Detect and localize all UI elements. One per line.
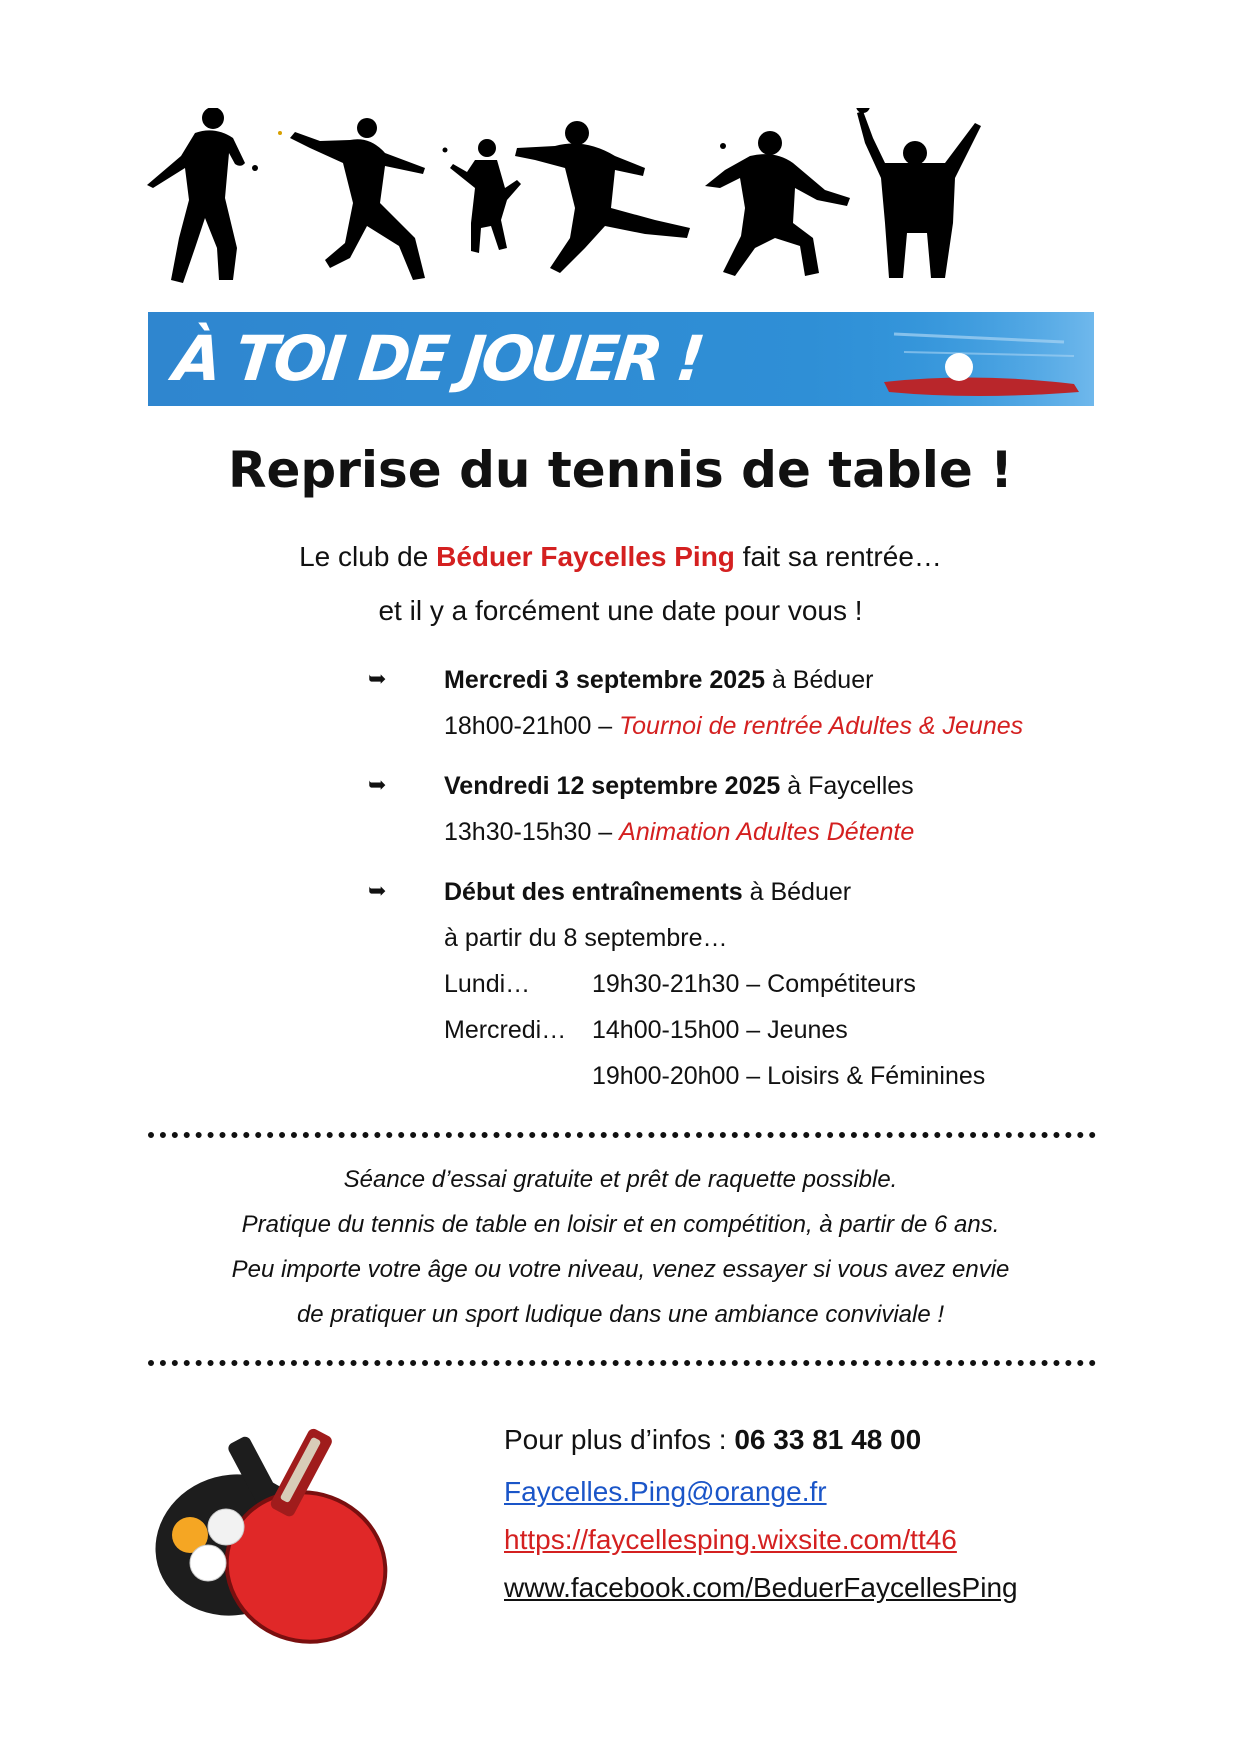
- website-link[interactable]: https://faycellesping.wixsite.com/tt46: [504, 1524, 957, 1555]
- email-link[interactable]: Faycelles.Ping@orange.fr: [504, 1476, 827, 1507]
- event-1-detail: 18h00-21h00 – Tournoi de rentrée Adultes & Jeunes: [444, 712, 1024, 740]
- training-title: Début des entraînements à Béduer: [444, 878, 852, 906]
- schedule-day: Lundi…: [444, 970, 531, 998]
- ping-pong-ball-icon: [864, 312, 1094, 406]
- event-2-detail: 13h30-15h30 – Animation Adultes Détente: [444, 818, 915, 846]
- schedule-slot: 19h00-20h00 – Loisirs & Féminines: [592, 1062, 986, 1090]
- info-line: Peu importe votre âge ou votre niveau, venez essayer si vous avez envie: [231, 1256, 1010, 1283]
- dotted-divider: [148, 1360, 1096, 1366]
- schedule-slot: 19h30-21h30 – Compétiteurs: [592, 970, 916, 998]
- phone-line: Pour plus d’infos : 06 33 81 48 00: [504, 1424, 922, 1455]
- event-2-title: Vendredi 12 septembre 2025 à Faycelles: [444, 772, 914, 800]
- arrow-icon: ➥: [368, 666, 387, 691]
- paddles-icon: [148, 1425, 398, 1655]
- info-line: Séance d’essai gratuite et prêt de raquette possible.: [343, 1166, 898, 1193]
- dotted-divider: [148, 1132, 1096, 1138]
- schedule-slot: 14h00-15h00 – Jeunes: [592, 1016, 848, 1044]
- schedule-day: Mercredi…: [444, 1016, 567, 1044]
- phone-number[interactable]: 06 33 81 48 00: [734, 1424, 922, 1455]
- event-1-title: Mercredi 3 septembre 2025 à Béduer: [444, 666, 874, 694]
- info-line: de pratiquer un sport ludique dans une ambiance conviviale !: [296, 1301, 945, 1328]
- silhouettes-illustration: [145, 108, 1090, 293]
- facebook-link[interactable]: www.facebook.com/BeduerFaycellesPing: [504, 1572, 1018, 1603]
- page-title: Reprise du tennis de table !: [228, 441, 1013, 499]
- intro-line-2: et il y a forcément une date pour vous !: [378, 595, 863, 626]
- arrow-icon: ➥: [368, 772, 387, 797]
- banner: [148, 312, 1094, 406]
- arrow-icon: ➥: [368, 878, 387, 903]
- info-line: Pratique du tennis de table en loisir et en compétition, à partir de 6 ans.: [241, 1211, 1000, 1238]
- intro-line-1: Le club de Béduer Faycelles Ping fait sa rentrée…: [299, 541, 942, 572]
- banner-title: À TOI DE JOUER !: [170, 322, 705, 395]
- player-silhouettes: [145, 108, 1090, 293]
- training-start: à partir du 8 septembre…: [444, 924, 728, 952]
- club-name: Béduer Faycelles Ping: [436, 541, 735, 572]
